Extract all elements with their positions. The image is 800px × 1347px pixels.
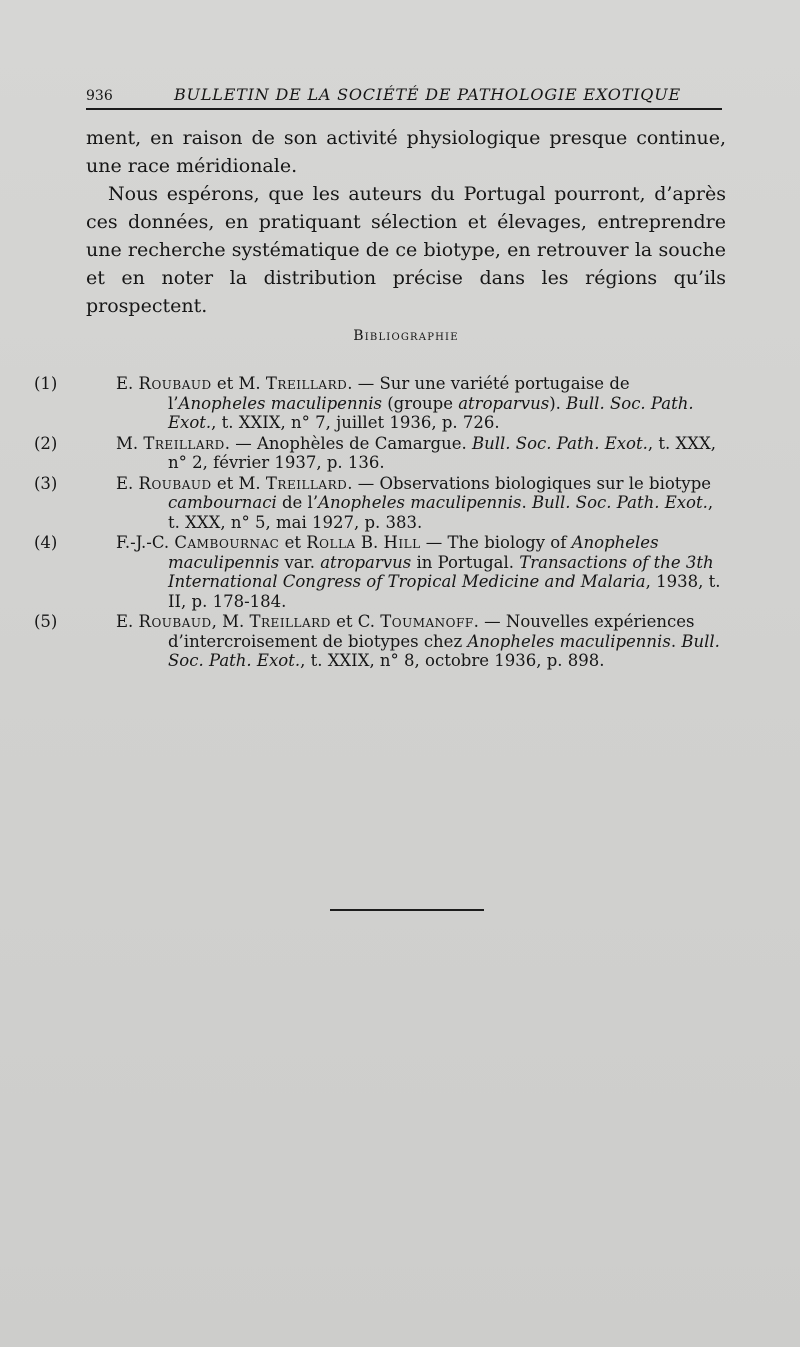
reference-fragment: F.-J.-C. — [116, 533, 175, 552]
reference-number: (4) — [34, 533, 58, 552]
reference-fragment: , t. XXIX, n° 8, octobre 1936, p. 898. — [300, 651, 605, 670]
reference-fragment: E. — [116, 612, 139, 631]
reference-fragment: , t. XXX, n° 2, février 1937, p. 136. — [168, 433, 716, 472]
italic-title: cambournaci — [168, 493, 277, 512]
page-number: 936 — [86, 88, 113, 104]
reference-fragment: de l’ — [276, 493, 319, 512]
author-name: Roubaud — [138, 612, 212, 631]
italic-title: Bull. Soc. Path. Exot. — [168, 393, 694, 432]
bibliography-list — [34, 374, 730, 672]
reference-fragment: . — [670, 631, 682, 651]
reference-text — [116, 374, 694, 432]
author-name: Treillard — [265, 473, 348, 493]
reference-fragment: E. — [116, 473, 139, 493]
reference-fragment: et M. — [211, 374, 266, 393]
reference-text — [116, 434, 716, 473]
reference-fragment: , 1938, t. II, p. 178-184. — [168, 572, 721, 611]
reference-fragment: . — Anophèles de Camargue. — [224, 433, 472, 453]
reference-fragment: , t. XXIX, n° 7, juillet 1936, p. 726. — [211, 413, 500, 432]
reference-number: (2) — [34, 433, 58, 453]
bibliography-reference — [34, 433, 730, 473]
reference-fragment: et C. — [330, 612, 381, 631]
author-name: Rolla — [306, 533, 356, 552]
italic-title: Bull. Soc. Path. Exot. — [531, 493, 708, 512]
reference-text — [116, 474, 713, 532]
bibliography-reference — [34, 533, 730, 611]
reference-fragment: M. — [116, 433, 144, 453]
author-name: Toumanoff — [380, 612, 474, 631]
bibliography-reference — [34, 473, 730, 533]
author-name: Treillard — [249, 612, 331, 631]
reference-fragment: et — [279, 533, 307, 552]
italic-title: Anopheles maculipennis — [318, 493, 522, 512]
reference-text — [116, 533, 720, 611]
bibliography-heading: Bibliographie — [353, 328, 459, 344]
italic-title: atroparvus — [458, 393, 550, 413]
reference-fragment: et M. — [211, 473, 266, 493]
italic-title: Bull. Soc. Path. Exot. — [471, 433, 648, 453]
italic-title: atroparvus — [320, 552, 412, 572]
author-name: Treillard — [143, 433, 225, 453]
italic-title: Transactions of the 3th International Congress of Tropical Medicine and Malaria — [168, 552, 714, 591]
reference-fragment: . — Nouvelles expériences d’intercroisement de biotypes chez — [168, 612, 695, 651]
reference-fragment: E. — [116, 374, 139, 393]
reference-fragment: ). — [549, 393, 567, 413]
reference-fragment: in Portugal. — [411, 552, 520, 572]
bibliography-reference — [34, 374, 730, 433]
reference-text — [116, 612, 720, 670]
reference-fragment: — The biology of — [420, 533, 572, 552]
author-name: Roubaud — [138, 473, 212, 493]
reference-number: (5) — [34, 612, 58, 631]
italic-title: Anopheles maculipennis — [168, 533, 659, 572]
reference-fragment: . — [521, 493, 532, 512]
italic-title: Anopheles maculipennis — [467, 631, 671, 651]
reference-fragment: B. — [355, 533, 384, 552]
paragraph: ment, en raison de son activité physiologique presque continue, une race méridionale. — [86, 127, 726, 177]
reference-fragment: . — Sur une variété portugaise de l’ — [168, 374, 630, 413]
author-name: Treillard — [265, 374, 348, 393]
italic-title: Bull. Soc. Path. Exot. — [168, 631, 720, 670]
body-text — [86, 124, 726, 320]
reference-number: (3) — [34, 473, 58, 493]
reference-fragment: , M. — [211, 612, 250, 631]
author-name: Cambournac — [174, 533, 280, 552]
reference-fragment: (groupe — [381, 393, 459, 413]
author-name: Hill — [383, 533, 421, 552]
bibliography-reference — [34, 612, 730, 671]
reference-fragment: , t. XXX, n° 5, mai 1927, p. 383. — [168, 493, 714, 532]
running-title: BULLETIN DE LA SOCIÉTÉ DE PATHOLOGIE EXOTIQUE — [174, 85, 681, 104]
author-name: Roubaud — [138, 374, 212, 393]
end-divider — [330, 909, 484, 911]
reference-fragment: . — Observations biologiques sur le biotype — [347, 473, 712, 493]
italic-title: Anopheles maculipennis — [178, 393, 382, 413]
page-header — [86, 82, 722, 110]
reference-number: (1) — [34, 374, 58, 393]
reference-fragment: var. — [279, 552, 321, 572]
paragraph: Nous espérons, que les auteurs du Portugal pourront, d’après ces données, en pratiquant sélection et élevages, entreprendre une recherche systématique de ce biotype, en retrouver la souche et en noter la distribution précise dans les régions qu’ils prospectent. — [86, 183, 726, 317]
